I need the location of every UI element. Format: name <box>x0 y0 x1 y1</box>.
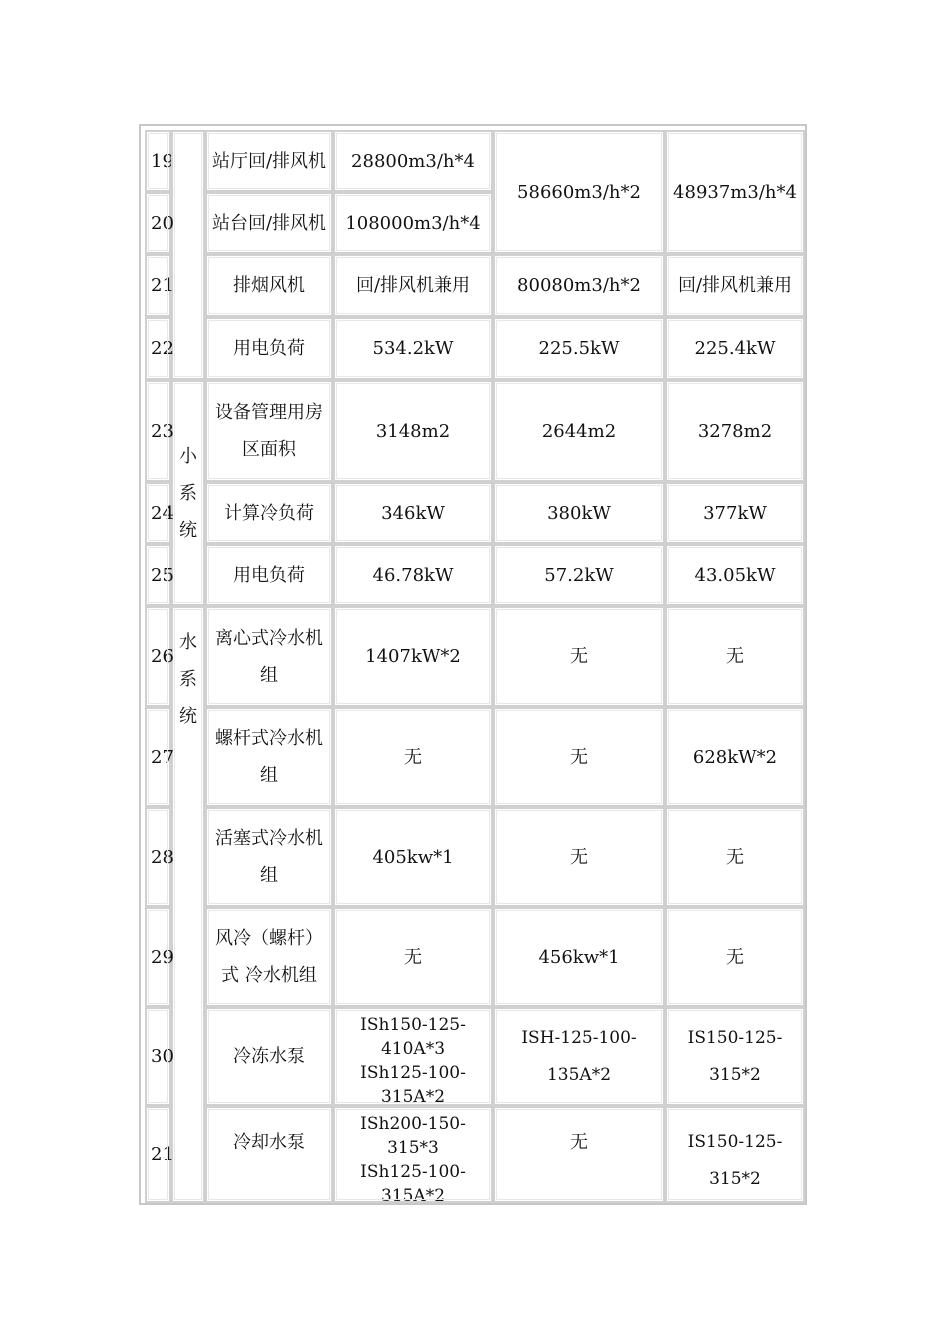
value-cell-b: 58660m3/h*2 <box>493 130 665 254</box>
value-cell-c: 无 <box>665 807 805 907</box>
item-name: 用电负荷 <box>205 544 333 606</box>
pump-model: ISh125-100-315A*2 <box>360 1063 466 1107</box>
value-cell-b: 225.5kW <box>493 317 665 380</box>
value-cell-b: 2644m2 <box>493 380 665 482</box>
value-cell-b: 无 <box>493 1106 665 1203</box>
value-cell-a: 3148m2 <box>333 380 493 482</box>
pump-model: ISh200-150-315*3 <box>360 1114 466 1158</box>
value-cell-b: 无 <box>493 606 665 707</box>
value-cell-c: 48937m3/h*4 <box>665 130 805 254</box>
item-name: 设备管理用房区面积 <box>205 380 333 482</box>
value-cell-a: 534.2kW <box>333 317 493 380</box>
value-cell-c: 628kW*2 <box>665 707 805 807</box>
row-number: 22 <box>145 317 171 380</box>
value-cell-b: 380kW <box>493 482 665 544</box>
group-cell-ventilation <box>171 130 205 380</box>
item-name: 排烟风机 <box>205 254 333 317</box>
row-number: 28 <box>145 807 171 907</box>
group-label-small-system: 小 系 统 <box>171 380 205 606</box>
pump-model: ISh150-125-410A*3 <box>360 1015 466 1059</box>
value-cell-c: IS150-125-315*2 <box>665 1007 805 1106</box>
value-cell-b: ISH-125-100-135A*2 <box>493 1007 665 1106</box>
row-number: 30 <box>145 1007 171 1106</box>
row-number: 21 <box>145 254 171 317</box>
item-name: 离心式冷水机组 <box>205 606 333 707</box>
data-table <box>139 124 807 1205</box>
value-cell-a: 108000m3/h*4 <box>333 192 493 254</box>
value-cell-b: 57.2kW <box>493 544 665 606</box>
item-name: 活塞式冷水机组 <box>205 807 333 907</box>
item-name: 冷冻水泵 <box>205 1007 333 1106</box>
value-cell-a <box>333 1007 493 1106</box>
value-cell-c: 43.05kW <box>665 544 805 606</box>
item-name: 用电负荷 <box>205 317 333 380</box>
value-cell-a: 46.78kW <box>333 544 493 606</box>
value-cell-a: 无 <box>333 907 493 1007</box>
item-name: 站厅回/排风机 <box>205 130 333 192</box>
item-name: 风冷（螺杆）式 冷水机组 <box>205 907 333 1007</box>
row-number: 24 <box>145 482 171 544</box>
row-number: 27 <box>145 707 171 807</box>
item-name: 螺杆式冷水机组 <box>205 707 333 807</box>
item-name: 站台回/排风机 <box>205 192 333 254</box>
value-cell-c: 377kW <box>665 482 805 544</box>
value-cell-c: 3278m2 <box>665 380 805 482</box>
value-cell-c: IS150-125-315*2 <box>665 1106 805 1203</box>
value-cell-a: 无 <box>333 707 493 807</box>
value-cell-a: 回/排风机兼用 <box>333 254 493 317</box>
row-number: 25 <box>145 544 171 606</box>
pump-model: ISh125-100-315A*2 <box>360 1162 466 1206</box>
item-name: 冷却水泵 <box>205 1106 333 1203</box>
row-number: 20 <box>145 192 171 254</box>
value-cell-c: 回/排风机兼用 <box>665 254 805 317</box>
value-cell-a: 28800m3/h*4 <box>333 130 493 192</box>
value-cell-a: 405kw*1 <box>333 807 493 907</box>
row-number: 19 <box>145 130 171 192</box>
row-number: 21 <box>145 1106 171 1203</box>
value-cell-b: 无 <box>493 807 665 907</box>
value-cell-c: 无 <box>665 606 805 707</box>
value-cell-c: 225.4kW <box>665 317 805 380</box>
row-number: 23 <box>145 380 171 482</box>
row-number: 26 <box>145 606 171 707</box>
row-number: 29 <box>145 907 171 1007</box>
group-label-water-system: 水 系 统 <box>171 606 205 1203</box>
value-cell-b: 456kw*1 <box>493 907 665 1007</box>
value-cell-b: 无 <box>493 707 665 807</box>
value-cell-a <box>333 1106 493 1206</box>
value-cell-b: 80080m3/h*2 <box>493 254 665 317</box>
value-cell-a: 1407kW*2 <box>333 606 493 707</box>
value-cell-c: 无 <box>665 907 805 1007</box>
item-name: 计算冷负荷 <box>205 482 333 544</box>
value-cell-a: 346kW <box>333 482 493 544</box>
